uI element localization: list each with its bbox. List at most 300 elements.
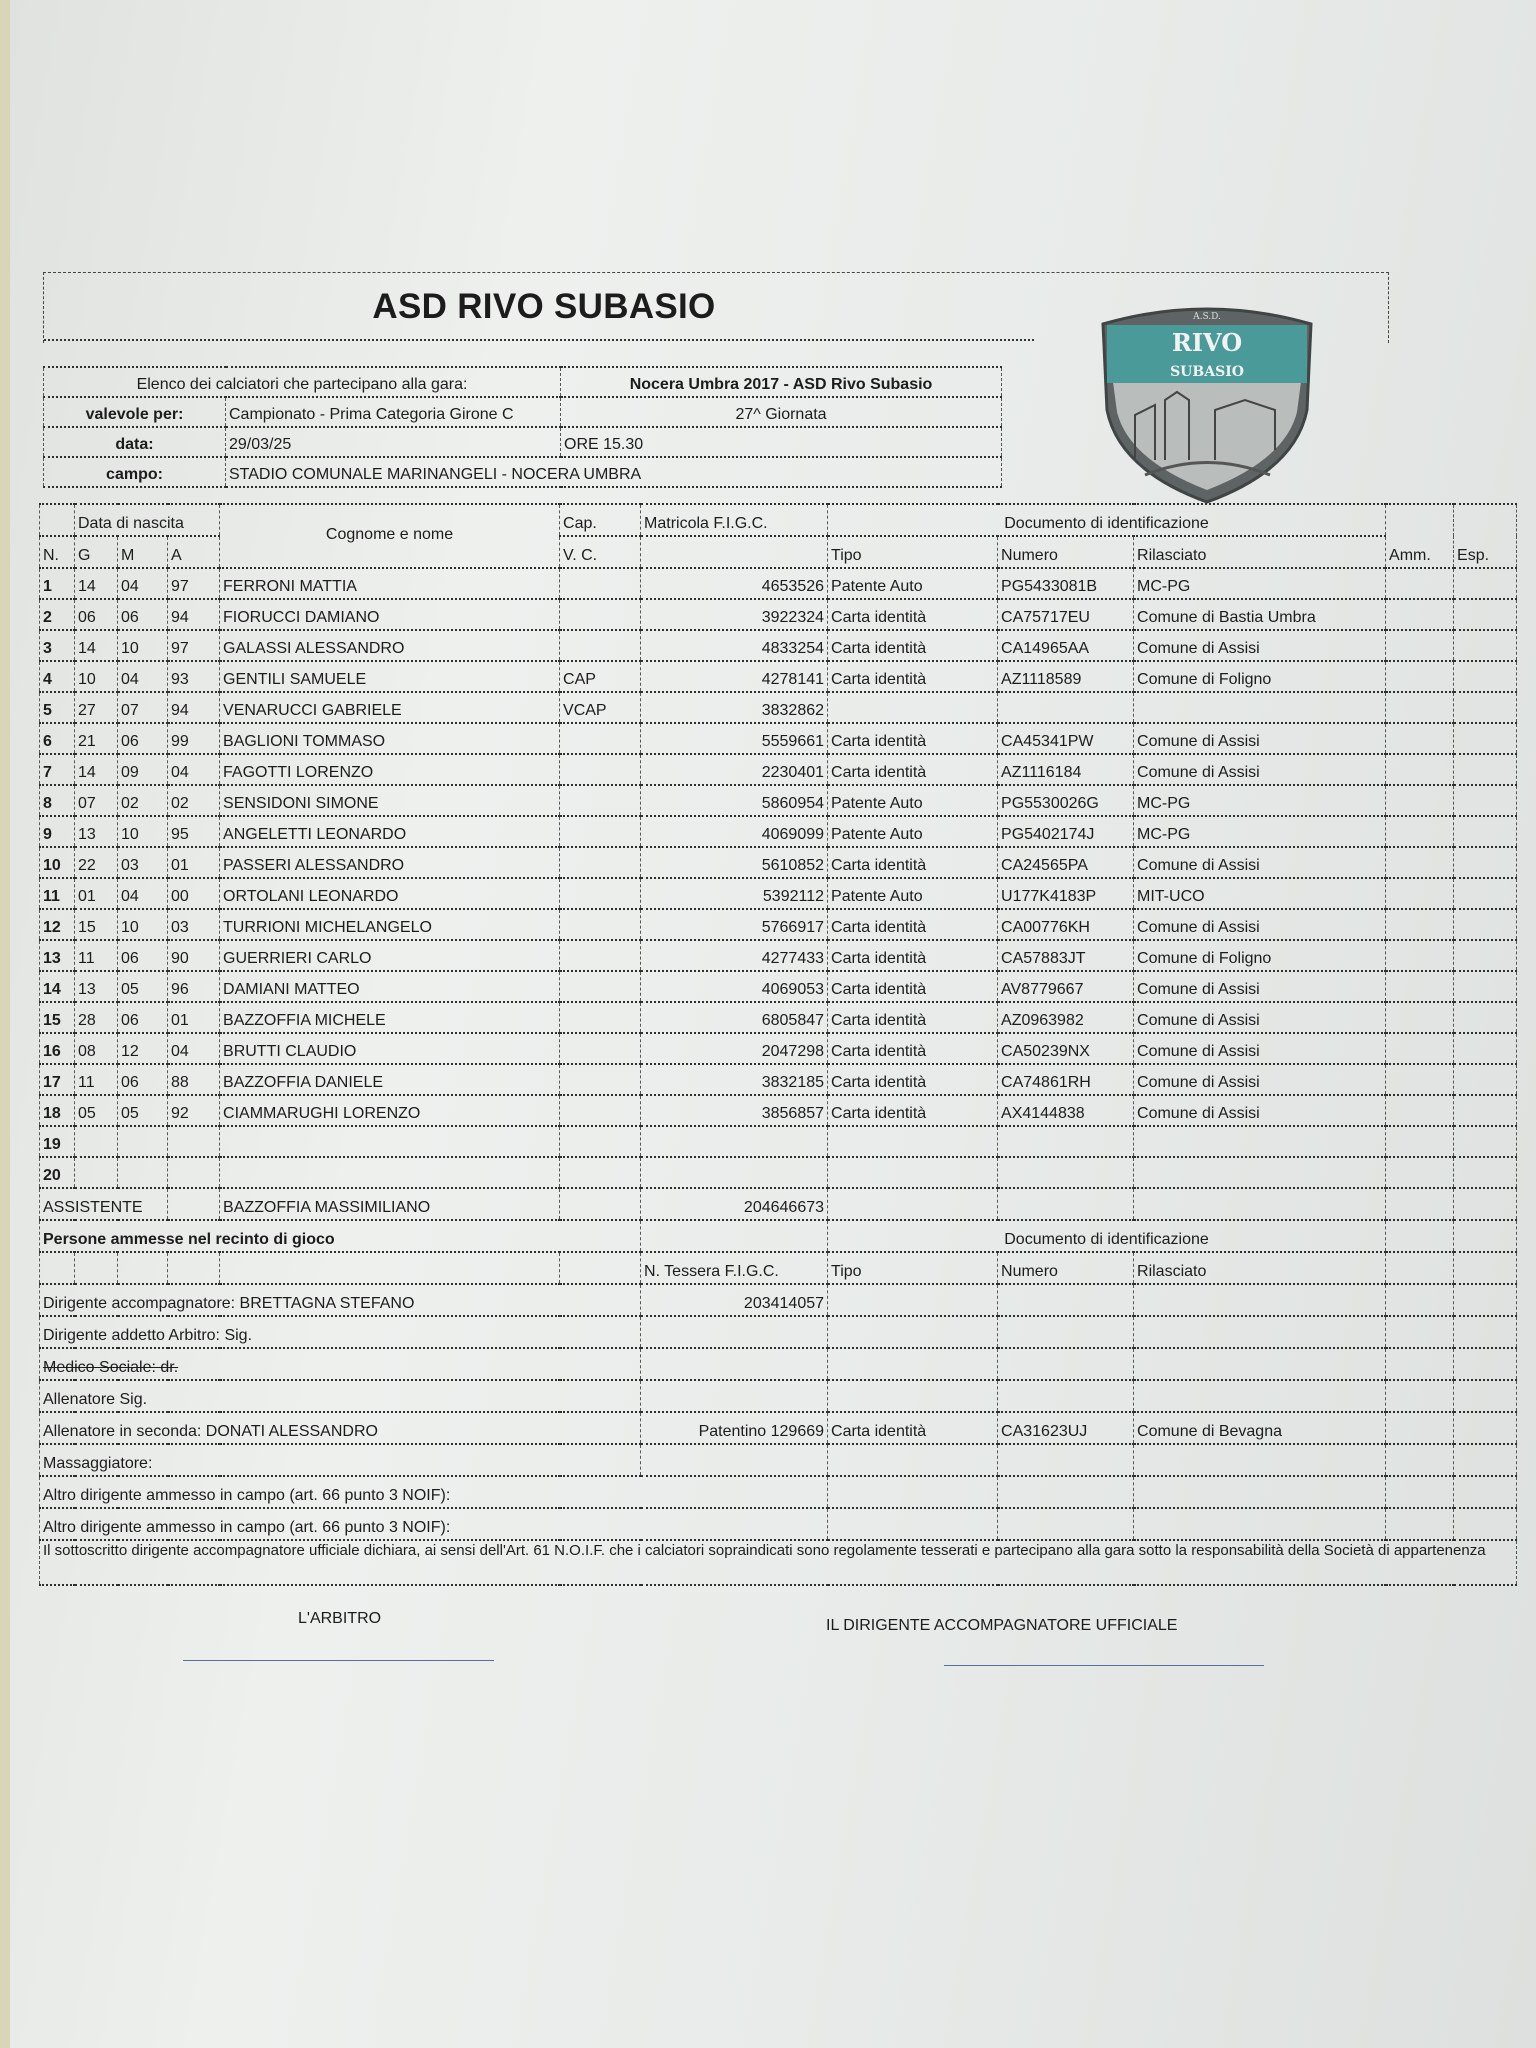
- player-g: 14: [75, 630, 118, 661]
- staff-numero: [998, 1348, 1134, 1380]
- player-tipo: Carta identità: [828, 1064, 998, 1095]
- blank-cell: [998, 1188, 1134, 1220]
- blank-cell: [1386, 1284, 1454, 1316]
- player-row: [40, 723, 1517, 754]
- player-tipo: Carta identità: [828, 1033, 998, 1064]
- player-numero: AV8779667: [998, 971, 1134, 1002]
- staff-doc-header: Documento di identificazione: [828, 1220, 1386, 1252]
- player-g: 11: [75, 940, 118, 971]
- col-vc: V. C.: [560, 536, 641, 568]
- player-tipo: Carta identità: [828, 754, 998, 785]
- player-tipo: Carta identità: [828, 599, 998, 630]
- player-row: [40, 940, 1517, 971]
- player-tipo: [828, 1126, 998, 1157]
- player-row: [40, 599, 1517, 630]
- staff-col-tessera: N. Tessera F.I.G.C.: [641, 1252, 828, 1284]
- blank-cell: [1386, 1444, 1454, 1476]
- player-cap: [560, 1033, 641, 1064]
- staff-numero: [998, 1444, 1134, 1476]
- player-m: [118, 1157, 168, 1188]
- staff-tessera: [641, 1348, 828, 1380]
- player-numero: PG5402174J: [998, 816, 1134, 847]
- blank-cell: [1134, 1508, 1386, 1540]
- player-amm: [1386, 847, 1454, 878]
- player-amm: [1386, 1033, 1454, 1064]
- player-g: 07: [75, 785, 118, 816]
- blank-cell: [118, 1252, 168, 1284]
- player-a: 94: [168, 692, 220, 723]
- player-amm: [1386, 909, 1454, 940]
- col-numero: Numero: [998, 536, 1134, 568]
- staff-col-rilasciato: Rilasciato: [1134, 1252, 1386, 1284]
- player-row: [40, 816, 1517, 847]
- official-signature-label: IL DIRIGENTE ACCOMPAGNATORE UFFICIALE: [826, 1617, 1178, 1634]
- blank-cell: [998, 1476, 1134, 1508]
- player-rilasciato: Comune di Assisi: [1134, 630, 1386, 661]
- player-a: 00: [168, 878, 220, 909]
- divider: [44, 339, 1034, 341]
- col-m: M: [118, 536, 168, 568]
- logo-subasio-text: SUBASIO: [1170, 364, 1244, 380]
- player-amm: [1386, 940, 1454, 971]
- blank-cell: [1386, 1508, 1454, 1540]
- player-n: 8: [40, 785, 75, 816]
- match-time: ORE 15.30: [561, 427, 1002, 457]
- player-esp: [1454, 909, 1517, 940]
- assistant-label: ASSISTENTE: [40, 1188, 168, 1220]
- logo-rivo-text: RIVO: [1171, 328, 1243, 357]
- player-matricola: 4069099: [641, 816, 828, 847]
- staff-tessera: Patentino 129669: [641, 1412, 828, 1444]
- team-title: ASD RIVO SUBASIO: [372, 287, 716, 326]
- player-g: [75, 1157, 118, 1188]
- player-cap: [560, 630, 641, 661]
- player-tipo: Carta identità: [828, 661, 998, 692]
- col-g: G: [75, 536, 118, 568]
- staff-row: [40, 1348, 1517, 1380]
- player-a: 90: [168, 940, 220, 971]
- player-rilasciato: [1134, 692, 1386, 723]
- player-amm: [1386, 568, 1454, 599]
- player-amm: [1386, 599, 1454, 630]
- player-n: 5: [40, 692, 75, 723]
- referee-signature-line[interactable]: [183, 1660, 494, 1661]
- staff-label: Massaggiatore:: [40, 1444, 641, 1476]
- blank-cell: [828, 1188, 998, 1220]
- player-row: [40, 1095, 1517, 1126]
- player-tipo: Carta identità: [828, 1002, 998, 1033]
- player-a: [168, 1157, 220, 1188]
- players-table: [39, 503, 1517, 1586]
- blank-cell: [1386, 1316, 1454, 1348]
- player-tipo: Carta identità: [828, 723, 998, 754]
- blank-cell: [220, 1252, 560, 1284]
- player-m: 06: [118, 940, 168, 971]
- player-rilasciato: Comune di Assisi: [1134, 847, 1386, 878]
- player-n: 4: [40, 661, 75, 692]
- blank-cell: [1134, 1188, 1386, 1220]
- assistant-matricola: 204646673: [641, 1188, 828, 1220]
- player-numero: CA75717EU: [998, 599, 1134, 630]
- player-name: BAZZOFFIA MICHELE: [220, 1002, 560, 1033]
- player-a: 97: [168, 568, 220, 599]
- player-numero: [998, 1126, 1134, 1157]
- player-amm: [1386, 1064, 1454, 1095]
- player-amm: [1386, 1002, 1454, 1033]
- blank-cell: [1386, 1412, 1454, 1444]
- player-cap: [560, 1002, 641, 1033]
- staff-row: [40, 1444, 1517, 1476]
- player-a: 88: [168, 1064, 220, 1095]
- staff-numero: [998, 1380, 1134, 1412]
- player-a: 03: [168, 909, 220, 940]
- staff-rilasciato: [1134, 1316, 1386, 1348]
- player-numero: CA24565PA: [998, 847, 1134, 878]
- col-rilasciato: Rilasciato: [1134, 536, 1386, 568]
- player-esp: [1454, 847, 1517, 878]
- player-name: BRUTTI CLAUDIO: [220, 1033, 560, 1064]
- staff-tipo: [828, 1284, 998, 1316]
- player-amm: [1386, 816, 1454, 847]
- player-row: [40, 878, 1517, 909]
- player-rilasciato: [1134, 1157, 1386, 1188]
- player-m: 10: [118, 816, 168, 847]
- player-n: 19: [40, 1126, 75, 1157]
- blank-cell: [1386, 1348, 1454, 1380]
- player-name: ANGELETTI LEONARDO: [220, 816, 560, 847]
- player-cap: [560, 1095, 641, 1126]
- staff-tessera: [641, 1380, 828, 1412]
- club-logo: [1095, 300, 1319, 504]
- player-matricola: 4277433: [641, 940, 828, 971]
- staff-label: Allenatore in seconda: DONATI ALESSANDRO: [40, 1412, 641, 1444]
- player-amm: [1386, 630, 1454, 661]
- player-m: 04: [118, 568, 168, 599]
- player-m: [118, 1126, 168, 1157]
- referee-signature-label: L'ARBITRO: [298, 1610, 382, 1627]
- player-numero: CA74861RH: [998, 1064, 1134, 1095]
- col-cap: Cap.: [560, 504, 641, 536]
- player-n: 16: [40, 1033, 75, 1064]
- staff-label: Allenatore Sig.: [40, 1380, 641, 1412]
- player-cap: [560, 909, 641, 940]
- player-cap: [560, 785, 641, 816]
- staff-tipo: [828, 1316, 998, 1348]
- col-birth: Data di nascita: [75, 504, 220, 536]
- player-cap: [560, 568, 641, 599]
- player-n: 13: [40, 940, 75, 971]
- blank-cell: [998, 1508, 1134, 1540]
- player-row: [40, 568, 1517, 599]
- player-cap: [560, 599, 641, 630]
- col-n: N.: [40, 536, 75, 568]
- player-row: [40, 630, 1517, 661]
- player-amm: [1386, 1095, 1454, 1126]
- col-esp: Esp.: [1454, 504, 1517, 568]
- player-numero: CA57883JT: [998, 940, 1134, 971]
- player-amm: [1386, 754, 1454, 785]
- player-tipo: Carta identità: [828, 630, 998, 661]
- player-numero: AZ1118589: [998, 661, 1134, 692]
- staff-rilasciato: [1134, 1284, 1386, 1316]
- blank-cell: [1454, 1508, 1517, 1540]
- player-matricola: 3856857: [641, 1095, 828, 1126]
- player-row: [40, 847, 1517, 878]
- declaration-text: Il sottoscritto dirigente accompagnatore ufficiale dichiara, ai sensi dell'Art. 61 N.O.I.F. che i calciatori sopraindicati sono regolamente tesserati e partecipano alla gara sotto la responsabilità della Società di appartenenza: [40, 1540, 1517, 1585]
- player-row: [40, 692, 1517, 723]
- player-matricola: 5860954: [641, 785, 828, 816]
- player-name: ORTOLANI LEONARDO: [220, 878, 560, 909]
- player-tipo: Patente Auto: [828, 568, 998, 599]
- player-esp: [1454, 1033, 1517, 1064]
- blank-cell: [560, 1188, 641, 1220]
- staff-tipo: [828, 1348, 998, 1380]
- player-esp: [1454, 1064, 1517, 1095]
- staff-tipo: [828, 1380, 998, 1412]
- staff-row: [40, 1316, 1517, 1348]
- staff-numero: CA31623UJ: [998, 1412, 1134, 1444]
- player-g: [75, 1126, 118, 1157]
- player-row: [40, 909, 1517, 940]
- player-n: 10: [40, 847, 75, 878]
- blank-cell: [641, 536, 828, 568]
- player-matricola: 3832185: [641, 1064, 828, 1095]
- player-a: 01: [168, 1002, 220, 1033]
- player-g: 01: [75, 878, 118, 909]
- blank-cell: [641, 1220, 828, 1252]
- col-tipo: Tipo: [828, 536, 998, 568]
- blank-cell: [1386, 1220, 1454, 1252]
- player-m: 09: [118, 754, 168, 785]
- player-cap: [560, 971, 641, 1002]
- player-row: [40, 971, 1517, 1002]
- player-rilasciato: MC-PG: [1134, 785, 1386, 816]
- player-numero: CA50239NX: [998, 1033, 1134, 1064]
- player-matricola: [641, 1126, 828, 1157]
- player-cap: [560, 847, 641, 878]
- player-rilasciato: Comune di Assisi: [1134, 1033, 1386, 1064]
- player-n: 11: [40, 878, 75, 909]
- player-g: 06: [75, 599, 118, 630]
- player-cap: [560, 940, 641, 971]
- player-name: CIAMMARUGHI LORENZO: [220, 1095, 560, 1126]
- player-name: VENARUCCI GABRIELE: [220, 692, 560, 723]
- player-numero: CA00776KH: [998, 909, 1134, 940]
- assistant-name: BAZZOFFIA MASSIMILIANO: [220, 1188, 560, 1220]
- player-n: 15: [40, 1002, 75, 1033]
- player-amm: [1386, 971, 1454, 1002]
- player-esp: [1454, 568, 1517, 599]
- player-n: 7: [40, 754, 75, 785]
- player-n: 18: [40, 1095, 75, 1126]
- player-rilasciato: Comune di Assisi: [1134, 971, 1386, 1002]
- blank-cell: [1454, 1412, 1517, 1444]
- staff-tipo: [828, 1444, 998, 1476]
- staff-tessera: 203414057: [641, 1284, 828, 1316]
- player-rilasciato: Comune di Assisi: [1134, 723, 1386, 754]
- blank-cell: [1454, 1348, 1517, 1380]
- player-n: 14: [40, 971, 75, 1002]
- blank-cell: [168, 1188, 220, 1220]
- staff-label: Dirigente addetto Arbitro: Sig.: [40, 1316, 641, 1348]
- player-esp: [1454, 785, 1517, 816]
- player-g: 13: [75, 971, 118, 1002]
- player-a: 92: [168, 1095, 220, 1126]
- player-g: 13: [75, 816, 118, 847]
- player-rilasciato: Comune di Assisi: [1134, 754, 1386, 785]
- player-esp: [1454, 940, 1517, 971]
- player-amm: [1386, 723, 1454, 754]
- blank-cell: [75, 1252, 118, 1284]
- player-name: GALASSI ALESSANDRO: [220, 630, 560, 661]
- player-tipo: Patente Auto: [828, 785, 998, 816]
- player-g: 08: [75, 1033, 118, 1064]
- player-g: 14: [75, 568, 118, 599]
- player-rilasciato: MC-PG: [1134, 816, 1386, 847]
- player-m: 07: [118, 692, 168, 723]
- player-tipo: Carta identità: [828, 847, 998, 878]
- player-esp: [1454, 1126, 1517, 1157]
- player-a: 04: [168, 1033, 220, 1064]
- official-signature-line[interactable]: [944, 1665, 1264, 1666]
- player-numero: PG5433081B: [998, 568, 1134, 599]
- player-n: 2: [40, 599, 75, 630]
- player-numero: AZ0963982: [998, 1002, 1134, 1033]
- player-g: 05: [75, 1095, 118, 1126]
- player-m: 06: [118, 1064, 168, 1095]
- player-name: DAMIANI MATTEO: [220, 971, 560, 1002]
- player-amm: [1386, 878, 1454, 909]
- page-edge: [0, 0, 10, 2048]
- col-matricola: Matricola F.I.G.C.: [641, 504, 828, 536]
- player-esp: [1454, 692, 1517, 723]
- blank-cell: [828, 1508, 998, 1540]
- player-matricola: 5610852: [641, 847, 828, 878]
- staff-col-tipo: Tipo: [828, 1252, 998, 1284]
- player-matricola: 5392112: [641, 878, 828, 909]
- player-tipo: [828, 1157, 998, 1188]
- player-matricola: 4653526: [641, 568, 828, 599]
- player-matricola: 2230401: [641, 754, 828, 785]
- player-name: [220, 1126, 560, 1157]
- player-matricola: 3922324: [641, 599, 828, 630]
- staff-tessera: [641, 1444, 828, 1476]
- venue: STADIO COMUNALE MARINANGELI - NOCERA UMBRA: [226, 457, 1002, 487]
- staff-rilasciato: [1134, 1444, 1386, 1476]
- player-row: [40, 661, 1517, 692]
- player-m: 10: [118, 909, 168, 940]
- blank-cell: [1454, 1220, 1517, 1252]
- player-n: 3: [40, 630, 75, 661]
- player-name: FERRONI MATTIA: [220, 568, 560, 599]
- player-numero: PG5530026G: [998, 785, 1134, 816]
- competition: Campionato - Prima Categoria Girone C: [226, 397, 561, 427]
- blank-cell: [40, 1252, 75, 1284]
- player-cap: [560, 1157, 641, 1188]
- player-numero: CA45341PW: [998, 723, 1134, 754]
- player-a: 96: [168, 971, 220, 1002]
- player-name: FIORUCCI DAMIANO: [220, 599, 560, 630]
- staff-row: [40, 1380, 1517, 1412]
- blank-cell: [560, 1252, 641, 1284]
- player-name: PASSERI ALESSANDRO: [220, 847, 560, 878]
- staff-label: Dirigente accompagnatore: BRETTAGNA STEFANO: [40, 1284, 641, 1316]
- venue-label: campo:: [44, 457, 226, 487]
- player-rilasciato: Comune di Bastia Umbra: [1134, 599, 1386, 630]
- player-esp: [1454, 661, 1517, 692]
- player-matricola: 4833254: [641, 630, 828, 661]
- player-g: 15: [75, 909, 118, 940]
- player-numero: AX4144838: [998, 1095, 1134, 1126]
- player-tipo: Carta identità: [828, 971, 998, 1002]
- player-cap: [560, 816, 641, 847]
- player-cap: [560, 1064, 641, 1095]
- player-rilasciato: Comune di Foligno: [1134, 661, 1386, 692]
- player-n: 20: [40, 1157, 75, 1188]
- player-esp: [1454, 723, 1517, 754]
- player-matricola: 3832862: [641, 692, 828, 723]
- blank-cell: [168, 1252, 220, 1284]
- player-cap: CAP: [560, 661, 641, 692]
- player-name: GENTILI SAMUELE: [220, 661, 560, 692]
- blank-cell: [1386, 1380, 1454, 1412]
- blank-cell: [1386, 1252, 1454, 1284]
- player-amm: [1386, 692, 1454, 723]
- staff-tipo: Carta identità: [828, 1412, 998, 1444]
- player-rilasciato: Comune di Assisi: [1134, 1064, 1386, 1095]
- player-row: [40, 1033, 1517, 1064]
- player-esp: [1454, 754, 1517, 785]
- player-matricola: 4069053: [641, 971, 828, 1002]
- player-numero: AZ1116184: [998, 754, 1134, 785]
- player-a: 94: [168, 599, 220, 630]
- blank-cell: [1386, 1476, 1454, 1508]
- player-name: BAZZOFFIA DANIELE: [220, 1064, 560, 1095]
- player-matricola: [641, 1157, 828, 1188]
- blank-cell: [1454, 1252, 1517, 1284]
- staff-rilasciato: [1134, 1380, 1386, 1412]
- player-cap: [560, 878, 641, 909]
- player-g: 22: [75, 847, 118, 878]
- player-amm: [1386, 1126, 1454, 1157]
- player-m: 06: [118, 723, 168, 754]
- player-a: 02: [168, 785, 220, 816]
- match-date: 29/03/25: [226, 427, 561, 457]
- blank-cell: [1454, 1316, 1517, 1348]
- player-a: 99: [168, 723, 220, 754]
- player-a: 97: [168, 630, 220, 661]
- player-numero: [998, 1157, 1134, 1188]
- player-numero: CA14965AA: [998, 630, 1134, 661]
- player-cap: [560, 1126, 641, 1157]
- player-name: SENSIDONI SIMONE: [220, 785, 560, 816]
- staff-section-title: Persone ammesse nel recinto di gioco: [40, 1220, 641, 1252]
- col-amm: Amm.: [1386, 504, 1454, 568]
- blank-cell: [1454, 1188, 1517, 1220]
- player-rilasciato: Comune di Assisi: [1134, 1095, 1386, 1126]
- player-n: 9: [40, 816, 75, 847]
- player-esp: [1454, 1095, 1517, 1126]
- player-row: [40, 1126, 1517, 1157]
- player-esp: [1454, 599, 1517, 630]
- blank-cell: [1386, 1188, 1454, 1220]
- staff-tessera: [641, 1316, 828, 1348]
- player-amm: [1386, 661, 1454, 692]
- player-m: 10: [118, 630, 168, 661]
- player-tipo: Carta identità: [828, 909, 998, 940]
- player-row: [40, 785, 1517, 816]
- player-cap: [560, 754, 641, 785]
